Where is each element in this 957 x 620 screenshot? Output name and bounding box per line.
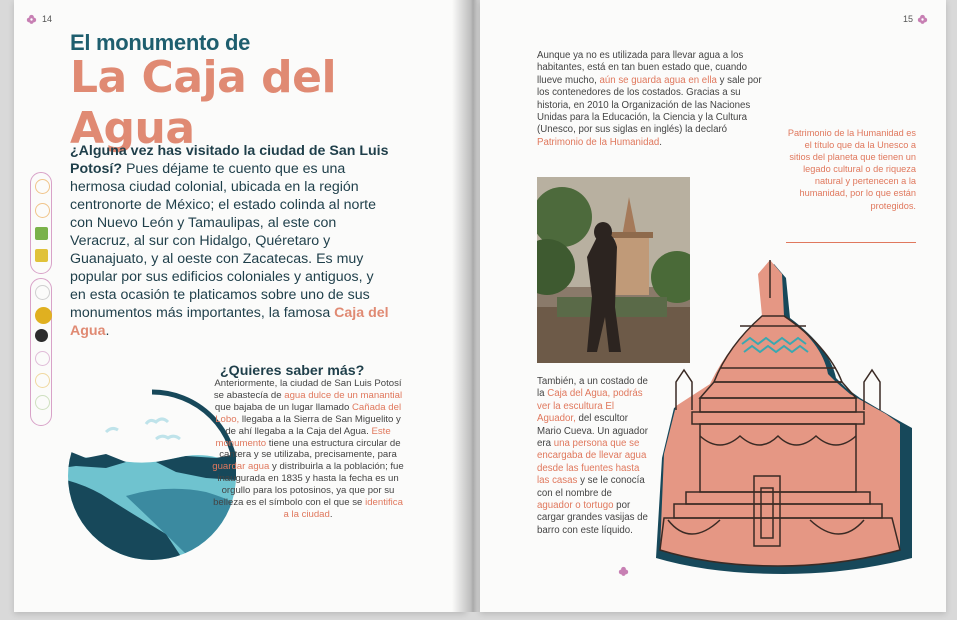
knot-icon: [35, 203, 50, 218]
more-text: que bajaba de un lugar llamado: [214, 401, 352, 413]
intro-paragraph: [70, 142, 390, 340]
bottom-text: del escultor Mario Cueva. Un aguador era: [537, 413, 648, 450]
more-text: y distribuirla a la población; fue inaugurada en 1835 y hasta la fecha es un orgullo para los potosinos, ya que por su belleza es el símbolo con el que se: [213, 461, 404, 509]
top-text: y sale por los contenedores de los costados. Gracias a su historia, en 2010 la Organización de las Naciones Unidas para la Educación, la Ciencia y la Cultura (Unesco, por sus siglas en inglés) la declaró: [537, 74, 762, 136]
title-small: El monumento de: [70, 30, 251, 55]
right-page: [480, 0, 946, 612]
more-highlight: Cañada del Lobo,: [215, 401, 402, 425]
top-text: .: [659, 136, 662, 148]
glyph-icon: [35, 249, 48, 262]
sun-icon: [35, 307, 52, 324]
title-big: La Caja del Agua: [70, 52, 337, 154]
more-text: tiene una estructura circular de cantera y se utilizaba, precisamente, para: [219, 437, 401, 461]
monument-illustration: [650, 258, 920, 578]
top-text: Aunque ya no es utilizada para llevar agua a los habitantes, está en tan buen estado que, cuando llueve mucho,: [537, 50, 748, 86]
more-text: llegaba a la Sierra de San Miguelito y de ahí llegaba a la Caja del Agua.: [225, 413, 401, 437]
snake-icon: [35, 351, 50, 366]
lake-illustration: [46, 384, 236, 564]
more-text: Anteriormente, la ciudad de San Luis Potosí se abastecía de: [213, 378, 402, 401]
more-highlight: identifica a la ciudad: [283, 497, 403, 520]
top-highlight: Patrimonio de la Humanidad: [537, 136, 660, 148]
page-number: 14: [42, 14, 53, 24]
glyph-icon: [35, 285, 50, 300]
intro-highlight: Caja del Agua: [70, 305, 389, 339]
intro-body: Pues déjame te cuento que es una hermosa ciudad colonial, ubicada en la región centronorte de México; el estado colinda al norte con Nuevo León y Tamaulipas, al este con Veracruz, al sur con Hidalgo, Quéretaro y Guanajuato, y al oeste con Zacatecas. Es muy popular por sus edificios coloniales y antiguos, y en esta ocasión te platicamos sobre uno de sus monumentos más importantes, la famosa: [70, 161, 377, 321]
sun-icon: [35, 179, 50, 194]
sidebar-note: Patrimonio de la Humanidad es el título que da la Unesco a sitios del planeta que tienen un legado cultural o de riqueza natural y pertenecen a la humanidad, por lo que están protegidos.: [787, 128, 916, 211]
bottom-text: También, a un costado de la: [537, 376, 648, 400]
flower-icon: [26, 14, 37, 25]
more-text: .: [329, 508, 333, 520]
left-page: [14, 0, 466, 612]
more-highlight: guardar agua: [212, 461, 270, 473]
bottom-highlight: una persona que se encargaba de llevar agua desde las fuentes hasta las casas: [537, 438, 647, 487]
bottom-highlight: aguador o tortugo: [537, 500, 614, 512]
flower-icon: [917, 14, 928, 25]
bottom-paragraph: [537, 376, 649, 537]
top-paragraph: [537, 50, 769, 149]
intro-question: ¿Alguna vez has visitado la ciudad de San Luis Potosí?: [70, 143, 389, 177]
top-highlight: aún se guarda agua en ella: [599, 74, 717, 86]
more-highlight: agua dulce de un manantial: [284, 389, 403, 401]
decorative-strip: [30, 172, 52, 274]
bottom-text: y se le conocía con el nombre de: [537, 475, 645, 499]
flower-icon: [618, 566, 629, 577]
more-paragraph: [210, 378, 406, 521]
bottom-text: por cargar grandes vasijas de barro con este líquido.: [537, 500, 648, 536]
divider: [786, 242, 916, 243]
page-number: 15: [903, 14, 914, 24]
more-highlight: Este monumento: [215, 425, 391, 449]
mask-icon: [35, 329, 48, 342]
bottom-highlight: Caja del Agua, podrás ver la escultura El Aguador,: [537, 388, 643, 425]
glyph-icon: [35, 227, 48, 240]
intro-end: .: [105, 323, 110, 339]
more-heading: ¿Quieres saber más?: [220, 363, 365, 379]
